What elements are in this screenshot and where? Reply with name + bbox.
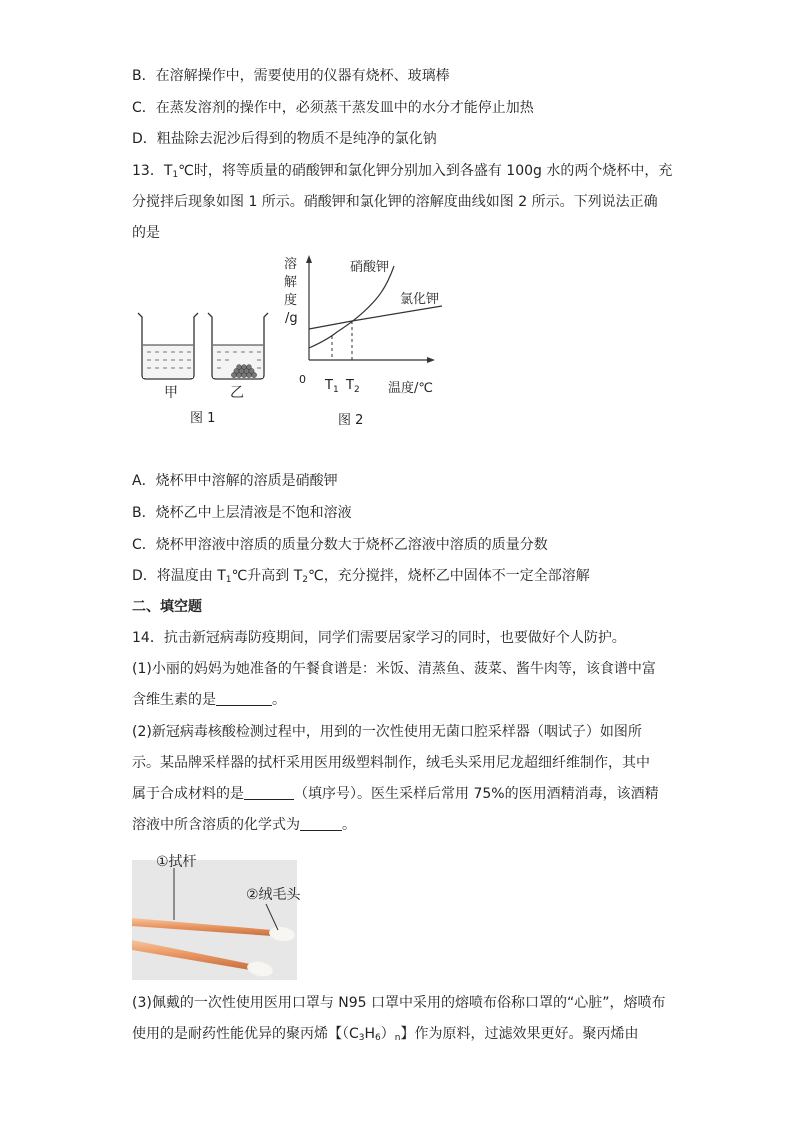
answer-blank-2[interactable]: [244, 785, 294, 800]
option-d-q12: D．粗盐除去泥沙后得到的物质不是纯净的氯化钠: [132, 131, 437, 147]
q14-part3-line2: 使用的是耐药性能优异的聚丙烯【$(C_3H_6)_n$】作为原料，过滤效果更好。聚丙烯由: [132, 1026, 639, 1043]
figure-2-caption: 图 2: [338, 413, 364, 428]
q13-option-b: B．烧杯乙中上层清液是不饱和溶液: [132, 505, 352, 521]
option-c-q12: C．在蒸发溶剂的操作中，必须蒸干蒸发皿中的水分才能停止加热: [132, 100, 534, 116]
q13-option-a: A．烧杯甲中溶解的溶质是硝酸钾: [132, 473, 338, 489]
swab-photo: [132, 854, 301, 980]
y-axis-label-1: 溶: [284, 257, 298, 272]
figure-2-solubility-chart: [282, 250, 452, 435]
section-heading-fill-in: 二、填空题: [132, 599, 202, 615]
q14-part2-line4: 溶液中所含溶质的化学式为 。: [132, 817, 356, 833]
q13-option-c: C．烧杯甲溶液中溶质的质量分数大于烧杯乙溶液中溶质的质量分数: [132, 537, 548, 553]
q14-part1-line1: (1)小丽的妈妈为她准备的午餐食谱是：米饭、清蒸鱼、菠菜、酱牛肉等，该食谱中富: [132, 661, 656, 677]
curve-label-kcl: 氯化钾: [400, 292, 440, 307]
photo-label-stick: ①拭杆: [156, 854, 197, 870]
answer-blank-1[interactable]: [216, 691, 272, 706]
q14-part2-line2: 示。某品牌采样器的拭杆采用医用级塑料制作，绒毛头采用尼龙超细纤维制作，其中: [132, 755, 650, 771]
figure-1-caption: 图 1: [190, 411, 216, 426]
q13-option-d: D．将温度由 $T_1℃$升高到 $T_2℃$，充分搅拌，烧杯乙中固体不一定全部溶解: [132, 568, 590, 585]
q13-stem-line3: 的是: [132, 225, 160, 241]
answer-blank-3[interactable]: [300, 816, 342, 831]
tick-t1: $T_1$: [325, 378, 339, 395]
beaker-jia: [138, 313, 198, 379]
beaker-yi: [208, 313, 268, 379]
figure-1-beakers: [130, 305, 270, 430]
photo-label-tip: ②绒毛头: [246, 887, 301, 903]
swab-illustration: [132, 860, 297, 980]
q14-part1-line2: 含维生素的是 。: [132, 692, 286, 708]
y-axis-label-2: 解: [284, 275, 298, 290]
curve-label-kno3: 硝酸钾: [350, 260, 390, 275]
q13-stem-line1: 13．$T_1℃$时，将等质量的硝酸钾和氯化钾分别加入到各盛有 100g 水的两个烧杯中，充: [132, 163, 673, 180]
x-axis-label: 温度/℃: [388, 381, 433, 396]
q14-stem: 14．抗击新冠病毒防疫期间，同学们需要居家学习的同时，也要做好个人防护。: [132, 630, 626, 646]
y-axis-arrow: [306, 255, 312, 263]
option-b-q12: B．在溶解操作中，需要使用的仪器有烧杯、玻璃棒: [132, 68, 450, 84]
y-axis-label-4: /g: [285, 311, 298, 326]
y-axis-label-3: 度: [284, 293, 298, 308]
q14-part2-line3: 属于合成材料的是 （填序号）。医生采样后常用 75%的医用酒精消毒，该酒精: [132, 786, 659, 802]
q14-part2-line1: (2)新冠病毒核酸检测过程中，用到的一次性使用无菌口腔采样器（咽试子）如图所: [132, 724, 642, 740]
beaker-label-jia: 甲: [164, 385, 178, 401]
q13-stem-line2: 分搅拌后现象如图 1 所示。硝酸钾和氯化钾的溶解度曲线如图 2 所示。下列说法正确: [132, 194, 658, 210]
origin-label: 0: [299, 373, 306, 386]
q14-part3-line1: (3)佩戴的一次性使用医用口罩与 N95 口罩中采用的熔喷布俗称口罩的“心脏”，熔喷布: [132, 995, 666, 1011]
beaker-label-yi: 乙: [230, 385, 244, 401]
tick-t2: $T_2$: [346, 378, 360, 395]
curve-kcl: [309, 306, 442, 329]
x-axis-arrow: [427, 357, 435, 363]
